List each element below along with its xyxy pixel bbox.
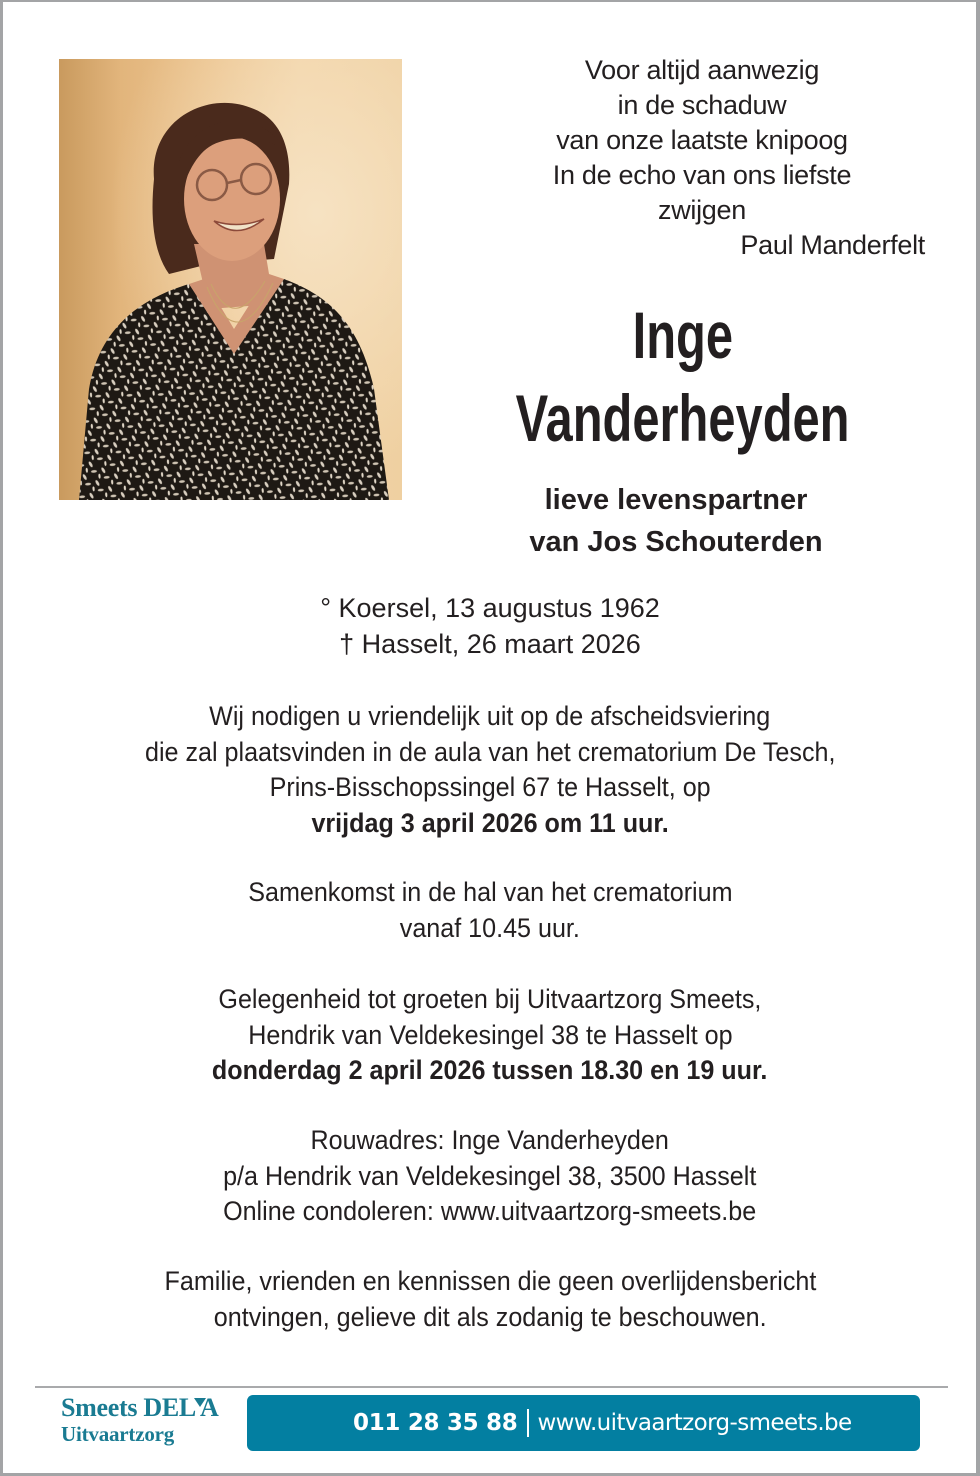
portrait-illustration xyxy=(59,59,402,500)
address-line: Rouwadres: Inge Vanderheyden xyxy=(310,1125,670,1155)
poem-line: in de schaduw xyxy=(617,90,787,120)
logo-text: Smeets DEL xyxy=(61,1393,196,1422)
notice-line: ontvingen, gelieve dit als zodanig te beschouwen. xyxy=(213,1301,767,1332)
logo-text-end: A xyxy=(199,1393,219,1422)
deceased-first-name: Inge xyxy=(632,298,734,372)
poem-line: Voor altijd aanwezig xyxy=(584,55,820,85)
ceremony-datetime: vrijdag 3 april 2026 om 11 uur. xyxy=(311,807,669,838)
notice-text xyxy=(3,1264,977,1335)
portrait-photo xyxy=(59,59,402,500)
relation-line: van Jos Schouterden xyxy=(529,526,823,558)
contact-bar xyxy=(247,1395,920,1451)
address-line: p/a Hendrik van Veldekesingel 38, 3500 Hasselt xyxy=(223,1160,757,1191)
visitation-line: Hendrik van Veldekesingel 38 te Hasselt op xyxy=(247,1019,733,1050)
poem-line: van onze laatste knipoog xyxy=(556,125,848,155)
dela-triangle-icon xyxy=(194,1398,206,1407)
ceremony-line: Wij nodigen u vriendelijk uit op de afscheidsviering xyxy=(209,701,771,731)
visitation-datetime: donderdag 2 april 2026 tussen 18.30 en 19 uur. xyxy=(212,1055,768,1085)
notice-line: Familie, vrienden en kennissen die geen overlijdensbericht xyxy=(164,1266,816,1296)
poem-line: In de echo van ons liefste xyxy=(552,160,852,190)
gathering-line: vanaf 10.45 uur. xyxy=(399,912,581,943)
poem-author: Paul Manderfelt xyxy=(740,230,925,260)
phone-number[interactable]: 011 28 35 88 xyxy=(353,1410,518,1436)
smeets-dela-logo xyxy=(61,1394,218,1446)
visitation-info xyxy=(3,982,977,1089)
ceremony-invitation xyxy=(3,699,977,841)
logo-subtitle: Uitvaartzorg xyxy=(61,1422,175,1446)
birth-date: ° Koersel, 13 augustus 1962 xyxy=(320,593,660,623)
ceremony-line: die zal plaatsvinden in de aula van het crematorium De Tesch, xyxy=(144,736,836,767)
ceremony-line: Prins-Bisschopssingel 67 te Hasselt, op xyxy=(269,772,711,802)
gathering-line: Samenkomst in de hal van het crematorium xyxy=(247,877,733,907)
relation-text xyxy=(433,479,919,563)
gathering-info xyxy=(3,875,977,946)
death-date: † Hasselt, 26 maart 2026 xyxy=(339,628,641,659)
mourning-address xyxy=(3,1123,977,1230)
footer-divider xyxy=(35,1386,948,1388)
poem-line: zwijgen xyxy=(658,195,746,225)
website-link[interactable]: www.uitvaartzorg-smeets.be xyxy=(537,1410,852,1436)
poem xyxy=(477,53,927,263)
relation-line: lieve levenspartner xyxy=(544,484,808,516)
visitation-line: Gelegenheid tot groeten bij Uitvaartzorg Smeets, xyxy=(218,984,762,1014)
life-dates xyxy=(3,591,977,662)
condolence-link[interactable]: Online condoleren: www.uitvaartzorg-smeets.be xyxy=(223,1196,757,1226)
separator xyxy=(527,1409,529,1437)
deceased-last-name: Vanderheyden xyxy=(516,381,850,455)
